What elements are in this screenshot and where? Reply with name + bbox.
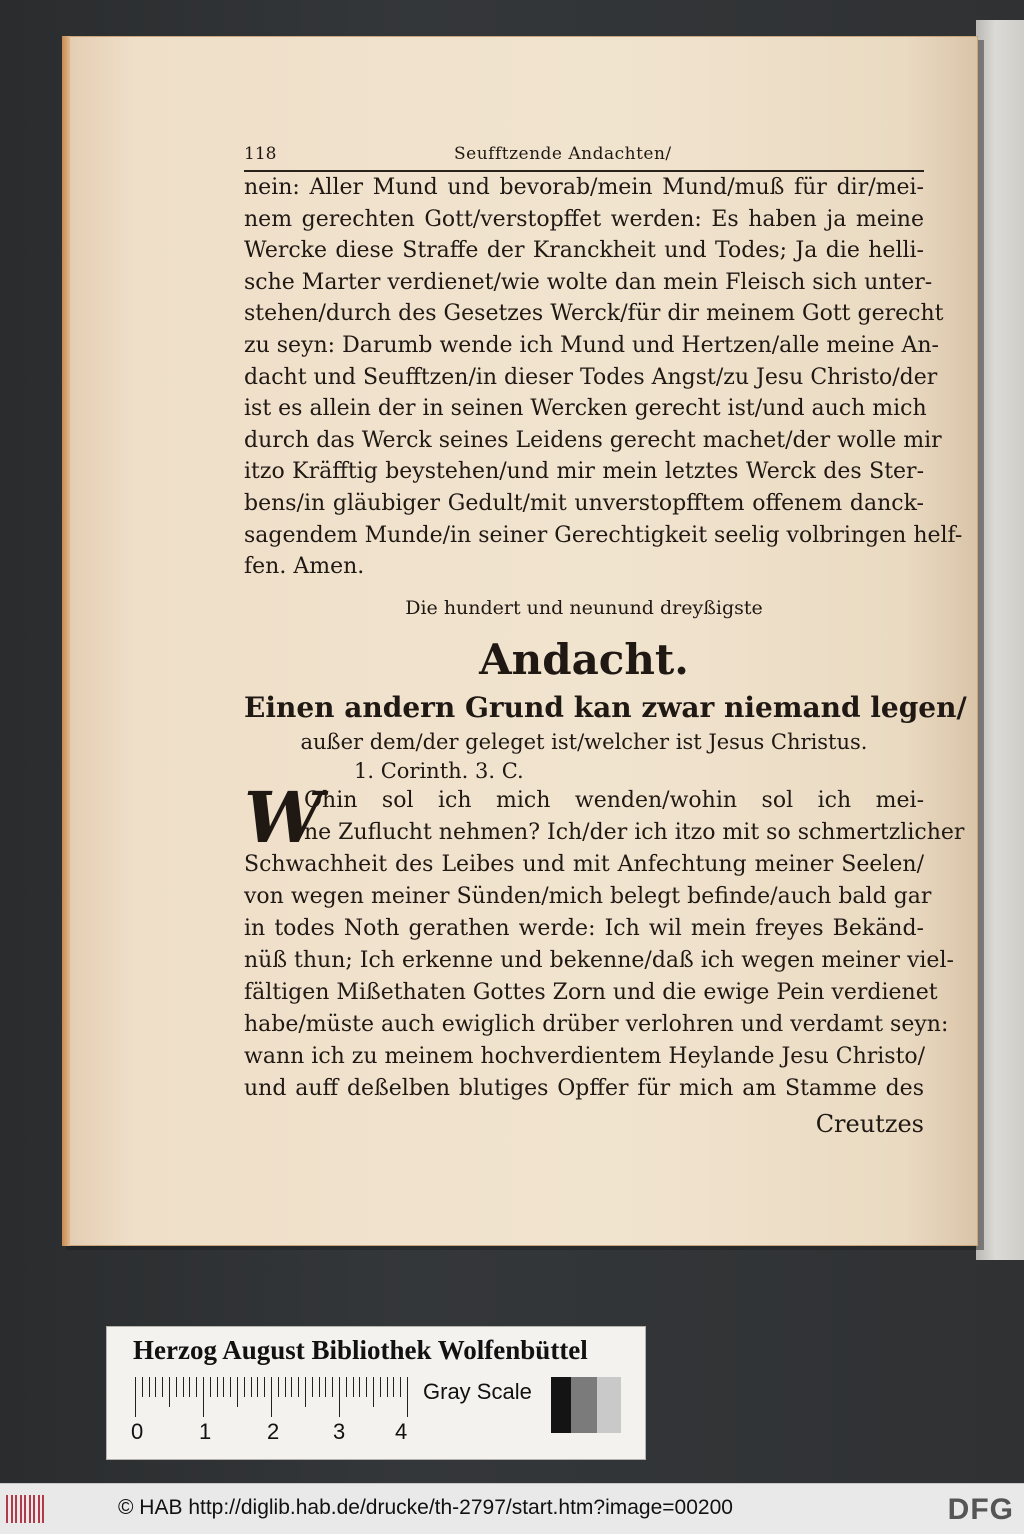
ruler-tick bbox=[162, 1377, 163, 1397]
ruler-tick bbox=[135, 1377, 136, 1417]
ruler-tick bbox=[237, 1377, 238, 1407]
section-subtitle: Die hundert und neunund dreyßigste bbox=[405, 596, 763, 619]
logo-bar bbox=[15, 1495, 17, 1523]
ruler-tick bbox=[305, 1377, 306, 1407]
ruler-tick bbox=[339, 1377, 340, 1417]
gray-swatch-dark bbox=[571, 1377, 597, 1433]
page-edge bbox=[62, 36, 70, 1246]
logo-bar bbox=[42, 1495, 44, 1523]
ruler-tick bbox=[298, 1377, 299, 1397]
ruler-tick bbox=[183, 1377, 184, 1397]
ruler-tick bbox=[203, 1377, 204, 1417]
logo-bar bbox=[29, 1495, 31, 1523]
text-line: durch das Werck seines Leidens gerecht machet/der wolle mir bbox=[244, 427, 942, 453]
ruler-tick bbox=[142, 1377, 143, 1397]
ruler-tick bbox=[325, 1377, 326, 1397]
ruler-tick bbox=[312, 1377, 313, 1397]
gray-scale-label: Gray Scale bbox=[423, 1379, 532, 1404]
text-line: zu seyn: Darumb wende ich Mund und Hertzen/alle meine An- bbox=[244, 332, 939, 358]
text-line: wann ich zu meinem hochverdientem Heylande Jesu Christo/ bbox=[244, 1043, 926, 1069]
ruler-tick bbox=[346, 1377, 347, 1397]
library-logo-icon bbox=[6, 1495, 50, 1523]
scripture-heading-2: außer dem/der geleget ist/welcher ist Jesus Christus. bbox=[300, 729, 868, 754]
text-line: in todes Noth gerathen werde: Ich wil mein freyes Bekänd- bbox=[244, 915, 924, 941]
gray-swatch-light bbox=[597, 1377, 621, 1433]
ruler-tick bbox=[407, 1377, 408, 1417]
text-line: nein: Aller Mund und bevorab/mein Mund/muß für dir/mei- bbox=[244, 175, 924, 200]
ruler-tick bbox=[387, 1377, 388, 1397]
drop-capital: W bbox=[244, 775, 323, 859]
scale-number: 3 bbox=[333, 1419, 346, 1444]
text-line: bens/in gläubiger Gedult/mit unverstopfftem offenem danck- bbox=[244, 490, 924, 516]
section-title: Andacht. bbox=[479, 634, 689, 684]
ruler-tick bbox=[400, 1377, 401, 1397]
gray-swatch-white bbox=[621, 1377, 641, 1433]
ruler-tick bbox=[169, 1377, 170, 1407]
footer-bar bbox=[0, 1483, 1024, 1534]
text-line: sche Marter verdienet/wie wolte dan mein Fleisch sich unter- bbox=[244, 269, 933, 295]
ruler-tick bbox=[223, 1377, 224, 1397]
text-line: dacht und Seufftzen/in dieser Todes Angst/zu Jesu Christo/der bbox=[244, 364, 938, 390]
ruler-tick bbox=[210, 1377, 211, 1397]
logo-bar bbox=[20, 1495, 22, 1523]
text-line: ne Zuflucht nehmen? Ich/der ich itzo mit so schmertzlicher bbox=[304, 819, 965, 845]
ruler-tick bbox=[393, 1377, 394, 1397]
scale-ruler bbox=[135, 1377, 411, 1417]
ruler-tick bbox=[271, 1377, 272, 1417]
text-line: und auff deßelben blutiges Opffer für mich am Stamme des bbox=[244, 1075, 924, 1101]
text-line: Schwachheit des Leibes und mit Anfechtung meiner Seelen/ bbox=[244, 851, 924, 877]
ruler-tick bbox=[155, 1377, 156, 1397]
ruler-tick bbox=[244, 1377, 245, 1397]
logo-bar bbox=[24, 1495, 26, 1523]
ruler-tick bbox=[373, 1377, 374, 1407]
page-text bbox=[244, 136, 967, 1141]
color-calibration-card bbox=[106, 1326, 646, 1460]
ruler-tick bbox=[189, 1377, 190, 1397]
logo-bar bbox=[6, 1495, 8, 1523]
text-line: ist es allein der in seinen Wercken gerecht ist/und auch mich bbox=[244, 396, 927, 422]
source-url[interactable]: © HAB http://diglib.hab.de/drucke/th-2797/start.htm?image=00200 bbox=[118, 1496, 733, 1519]
text-line: habe/müste auch ewiglich drüber verlohren und verdamt seyn: bbox=[244, 1011, 949, 1037]
scripture-reference: 1. Corinth. 3. C. bbox=[354, 758, 524, 783]
ruler-tick bbox=[353, 1377, 354, 1397]
logo-bar bbox=[11, 1495, 13, 1523]
running-title: Seufftzende Andachten/ bbox=[454, 144, 672, 164]
text-line: itzo Kräfftig beystehen/und mir mein letztes Werck des Ster- bbox=[244, 459, 924, 485]
first-line-text: Ohin sol ich mich wenden/wohin sol ich mei- bbox=[304, 787, 924, 813]
running-head bbox=[244, 136, 924, 172]
ruler-tick bbox=[230, 1377, 231, 1397]
gray-swatch-black bbox=[551, 1377, 571, 1433]
ruler-tick bbox=[366, 1377, 367, 1397]
logo-bar bbox=[38, 1495, 40, 1523]
text-line: fen. Amen. bbox=[244, 554, 365, 580]
page-number: 118 bbox=[244, 144, 277, 164]
dfg-logo: DFG bbox=[947, 1493, 1014, 1526]
body-paragraph bbox=[244, 775, 965, 1105]
ruler-tick bbox=[149, 1377, 150, 1397]
scale-number: 2 bbox=[267, 1419, 280, 1444]
ruler-tick bbox=[332, 1377, 333, 1397]
ruler-tick bbox=[380, 1377, 381, 1397]
ruler-tick bbox=[257, 1377, 258, 1397]
text-line: stehen/durch des Gesetzes Werck/für dir meinem Gott gerecht bbox=[244, 301, 944, 327]
text-line: von wegen meiner Sünden/mich belegt befinde/auch bald gar bbox=[244, 883, 932, 909]
text-line: sagendem Munde/in seiner Gerechtigkeit seelig volbringen helf- bbox=[244, 522, 963, 548]
ruler-tick bbox=[196, 1377, 197, 1397]
text-line: fältigen Mißethaten Gottes Zorn und die ewige Pein verdienet bbox=[244, 979, 938, 1005]
ruler-tick bbox=[264, 1377, 265, 1397]
ruler-tick bbox=[278, 1377, 279, 1397]
ruler-tick bbox=[359, 1377, 360, 1397]
ruler-tick bbox=[217, 1377, 218, 1397]
scale-number: 1 bbox=[199, 1419, 212, 1444]
prayer-paragraph bbox=[244, 172, 963, 583]
ruler-tick bbox=[176, 1377, 177, 1397]
card-title: Herzog August Bibliothek Wolfenbüttel bbox=[133, 1335, 588, 1365]
text-line: nüß thun; Ich erkenne und bekenne/daß ich wegen meiner viel- bbox=[244, 947, 954, 973]
ruler-tick bbox=[251, 1377, 252, 1397]
text-line: Wercke diese Straffe der Kranckheit und Todes; Ja die helli- bbox=[244, 238, 924, 264]
scale-number: 0 bbox=[131, 1419, 144, 1444]
ruler-tick bbox=[285, 1377, 286, 1397]
scale-number: 4 bbox=[395, 1419, 408, 1444]
logo-bar bbox=[33, 1495, 35, 1523]
catchword: Creutzes bbox=[815, 1109, 924, 1138]
text-line: nem gerechten Gott/verstopffet werden: Es haben ja meine bbox=[244, 206, 924, 232]
ruler-tick bbox=[319, 1377, 320, 1397]
scripture-heading: Einen andern Grund kan zwar niemand legen/ bbox=[244, 690, 967, 724]
ruler-tick bbox=[291, 1377, 292, 1397]
